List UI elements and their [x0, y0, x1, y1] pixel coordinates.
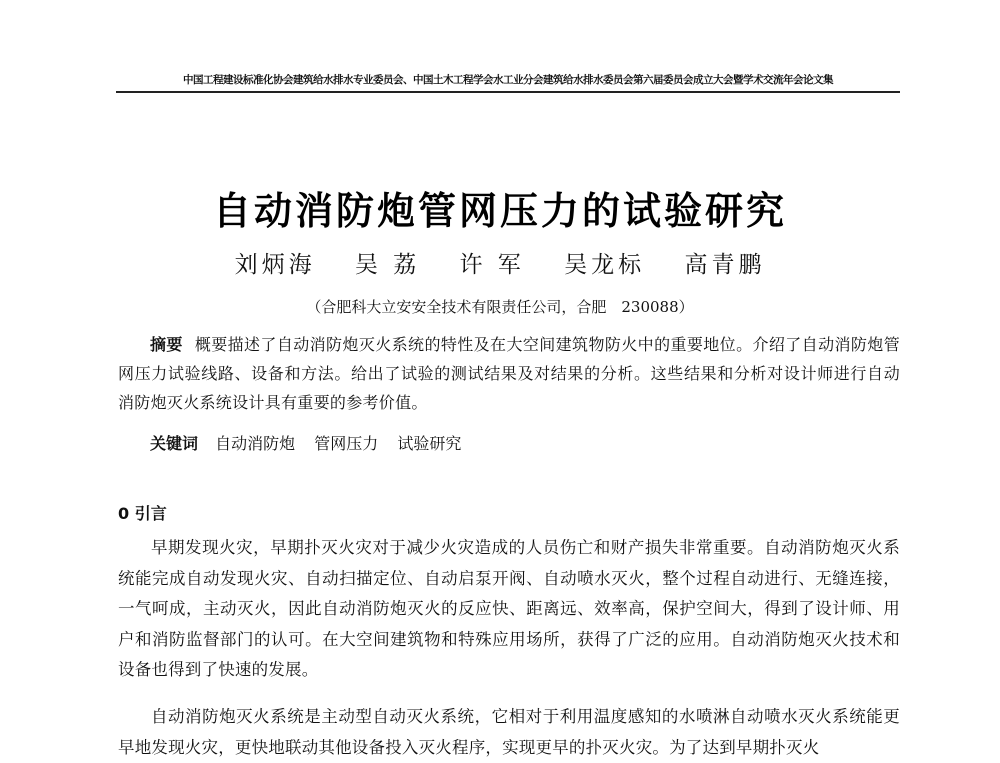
author-list [0, 246, 1000, 279]
keywords-label: 关键词 [150, 434, 199, 453]
author-name: 高青鹏 [684, 252, 766, 278]
keyword: 试验研究 [397, 434, 462, 453]
keywords [150, 431, 475, 454]
author-name: 吴龙标 [564, 252, 646, 278]
body-paragraph: 自动消防炮灭火系统是主动型自动灭火系统，它相对于利用温度感知的水喷淋自动喷水灭火系统能更早地发现火灾，更快地联动其他设备投入灭火程序，实现更早的扑灭火灾。为了达到早期扑灭火 [118, 707, 900, 757]
section-heading: 0 引言 [118, 504, 167, 523]
abstract [118, 330, 900, 417]
author-name: 吴 荔 [354, 252, 421, 278]
author-name: 许 军 [459, 252, 525, 278]
keyword: 管网压力 [314, 434, 379, 453]
keyword: 自动消防炮 [215, 434, 296, 453]
abstract-label: 摘要 [150, 335, 183, 354]
author-name: 刘炳海 [234, 252, 316, 278]
paper-title: 自动消防炮管网压力的试验研究 [212, 189, 787, 233]
body-paragraph: 早期发现火灾，早期扑灭火灾对于减少火灾造成的人员伤亡和财产损失非常重要。自动消防炮灭火系统能完成自动发现火灾、自动扫描定位、自动启泵开阀、自动喷水灭火，整个过程自动进行、无缝连接，一气呵成，主动灭火，因此自动消防炮灭火的反应快、距离远、效率高，保护空间大，得到了设计师、用户和消防监督部门的认可。在大空间建筑物和特殊应用场所，获得了广泛的应用。自动消防炮灭火技术和设备也得到了快速的发展。 [118, 538, 900, 679]
abstract-text: 概要描述了自动消防炮灭火系统的特性及在大空间建筑物防火中的重要地位。介绍了自动消防炮管网压力试验线路、设备和方法。给出了试验的测试结果及对结果的分析。这些结果和分析对设计师进行自动消防炮灭火系统设计具有重要的参考价值。 [118, 335, 900, 412]
running-header: 中国工程建设标准化协会建筑给水排水专业委员会、中国土木工程学会水工业分会建筑给水排水委员会第六届委员会成立大会暨学术交流年会论文集 [183, 74, 833, 86]
header-rule [116, 91, 900, 93]
affiliation: （合肥科大立安安全技术有限责任公司，合肥 230088） [306, 298, 694, 316]
